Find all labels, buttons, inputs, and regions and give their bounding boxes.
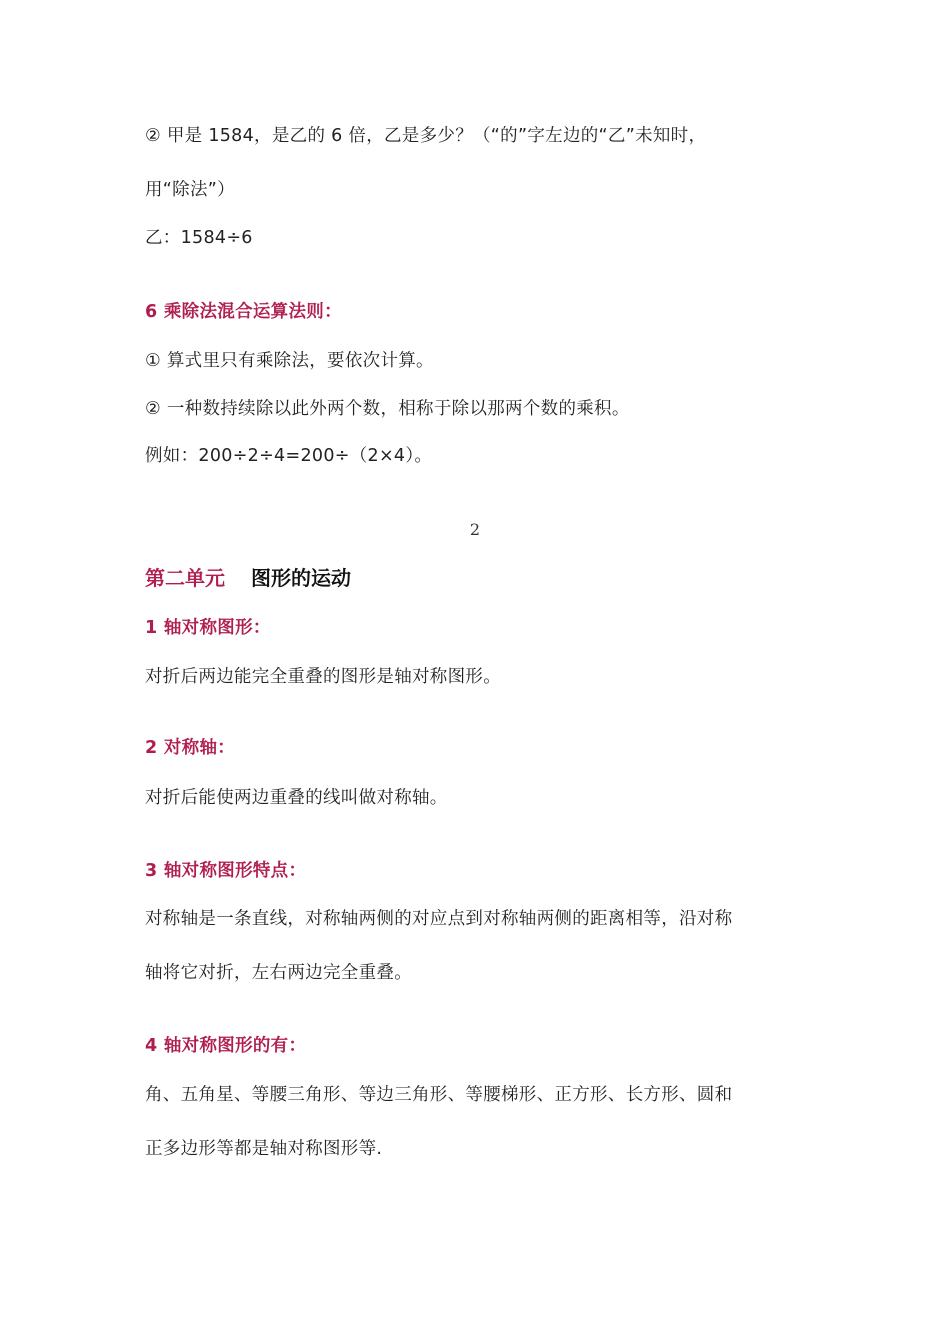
section-4-line-2: 正多边形等都是轴对称图形等. bbox=[145, 1139, 383, 1159]
section-3-line-1: 对称轴是一条直线，对称轴两侧的对应点到对称轴两侧的距离相等，沿对称 bbox=[145, 909, 733, 929]
section-3-line-2: 轴将它对折，左右两边完全重叠。 bbox=[145, 963, 412, 983]
question-2-answer: 乙：1584÷6 bbox=[145, 228, 253, 248]
section-3-heading: 3 轴对称图形特点： bbox=[145, 861, 307, 881]
section-2-line-1: 对折后能使两边重叠的线叫做对称轴。 bbox=[145, 788, 448, 808]
rule-6-example: 例如：200÷2÷4=200÷（2×4）。 bbox=[145, 446, 433, 466]
rule-6-point-1: ① 算式里只有乘除法，要依次计算。 bbox=[145, 351, 434, 371]
unit-number: 第二单元 bbox=[145, 566, 225, 590]
section-1-heading: 1 轴对称图形： bbox=[145, 618, 271, 638]
unit-name: 图形的运动 bbox=[251, 566, 351, 590]
section-2-heading: 2 对称轴： bbox=[145, 738, 236, 758]
rule-6-heading: 6 乘除法混合运算法则： bbox=[145, 302, 342, 322]
rule-6-point-2: ② 一种数持续除以此外两个数，相称于除以那两个数的乘积。 bbox=[145, 399, 630, 419]
page-number: 2 bbox=[469, 520, 481, 539]
unit-title bbox=[145, 565, 351, 591]
question-2-line-1: ② 甲是 1584，是乙的 6 倍，乙是多少？（“的”字左边的“乙”未知时， bbox=[145, 126, 707, 146]
question-2-line-2: 用“除法”） bbox=[145, 180, 235, 200]
section-1-line-1: 对折后两边能完全重叠的图形是轴对称图形。 bbox=[145, 667, 501, 687]
section-4-heading: 4 轴对称图形的有： bbox=[145, 1036, 307, 1056]
section-4-line-1: 角、五角星、等腰三角形、等边三角形、等腰梯形、正方形、长方形、圆和 bbox=[145, 1085, 733, 1105]
